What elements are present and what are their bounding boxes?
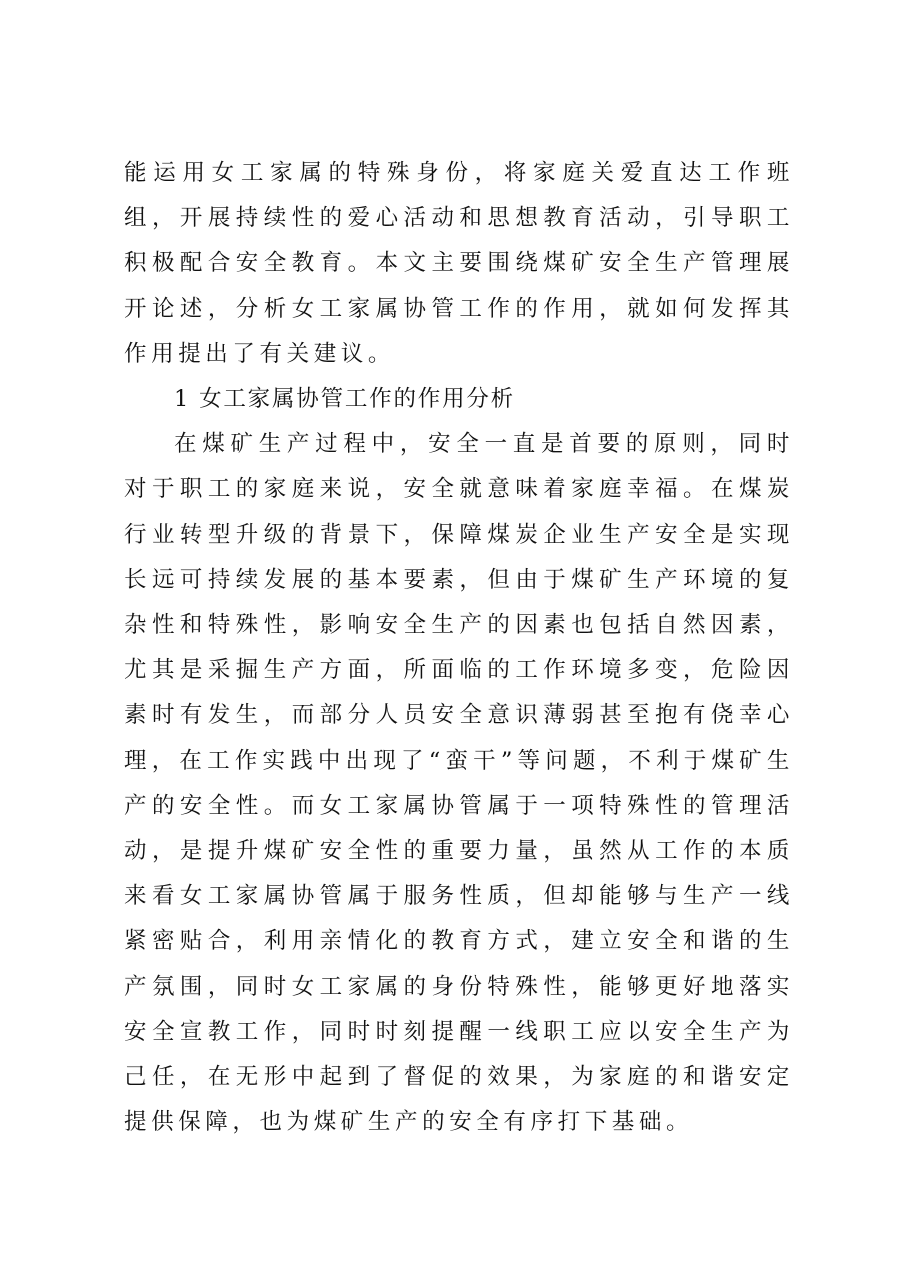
document-page — [124, 151, 794, 1145]
paragraph-section-1-body: 在煤矿生产过程中，安全一直是首要的原则，同时对于职工的家庭来说，安全就意味着家庭幸福。在煤炭行业转型升级的背景下，保障煤炭企业生产安全是实现长远可持续发展的基本要素，但由于煤矿生产环境的复杂性和特殊性，影响安全生产的因素也包括自然因素，尤其是采掘生产方面，所面临的工作环境多变，危险因素时有发生，而部分人员安全意识薄弱甚至抱有侥幸心理，在工作实践中出现了“蛮干”等问题，不利于煤矿生产的安全性。而女工家属协管属于一项特殊性的管理活动，是提升煤矿安全性的重要力量，虽然从工作的本质来看女工家属协管属于服务性质，但却能够与生产一线紧密贴合，利用亲情化的教育方式，建立安全和谐的生产氛围，同时女工家属的身份特殊性，能够更好地落实安全宣教工作，同时时刻提醒一线职工应以安全生产为己任，在无形中起到了督促的效果，为家庭的和谐安定提供保障，也为煤矿生产的安全有序打下基础。 — [124, 431, 794, 1136]
section-heading: 1 女工家属协管工作的作用分析 — [174, 386, 515, 413]
paragraph-intro-continuation: 能运用女工家属的特殊身份，将家庭关爱直达工作班组，开展持续性的爱心活动和思想教育活动，引导职工积极配合安全教育。本文主要围绕煤矿安全生产管理展开论述，分析女工家属协管工作的作用，就如何发挥其作用提出了有关建议。 — [124, 160, 794, 367]
